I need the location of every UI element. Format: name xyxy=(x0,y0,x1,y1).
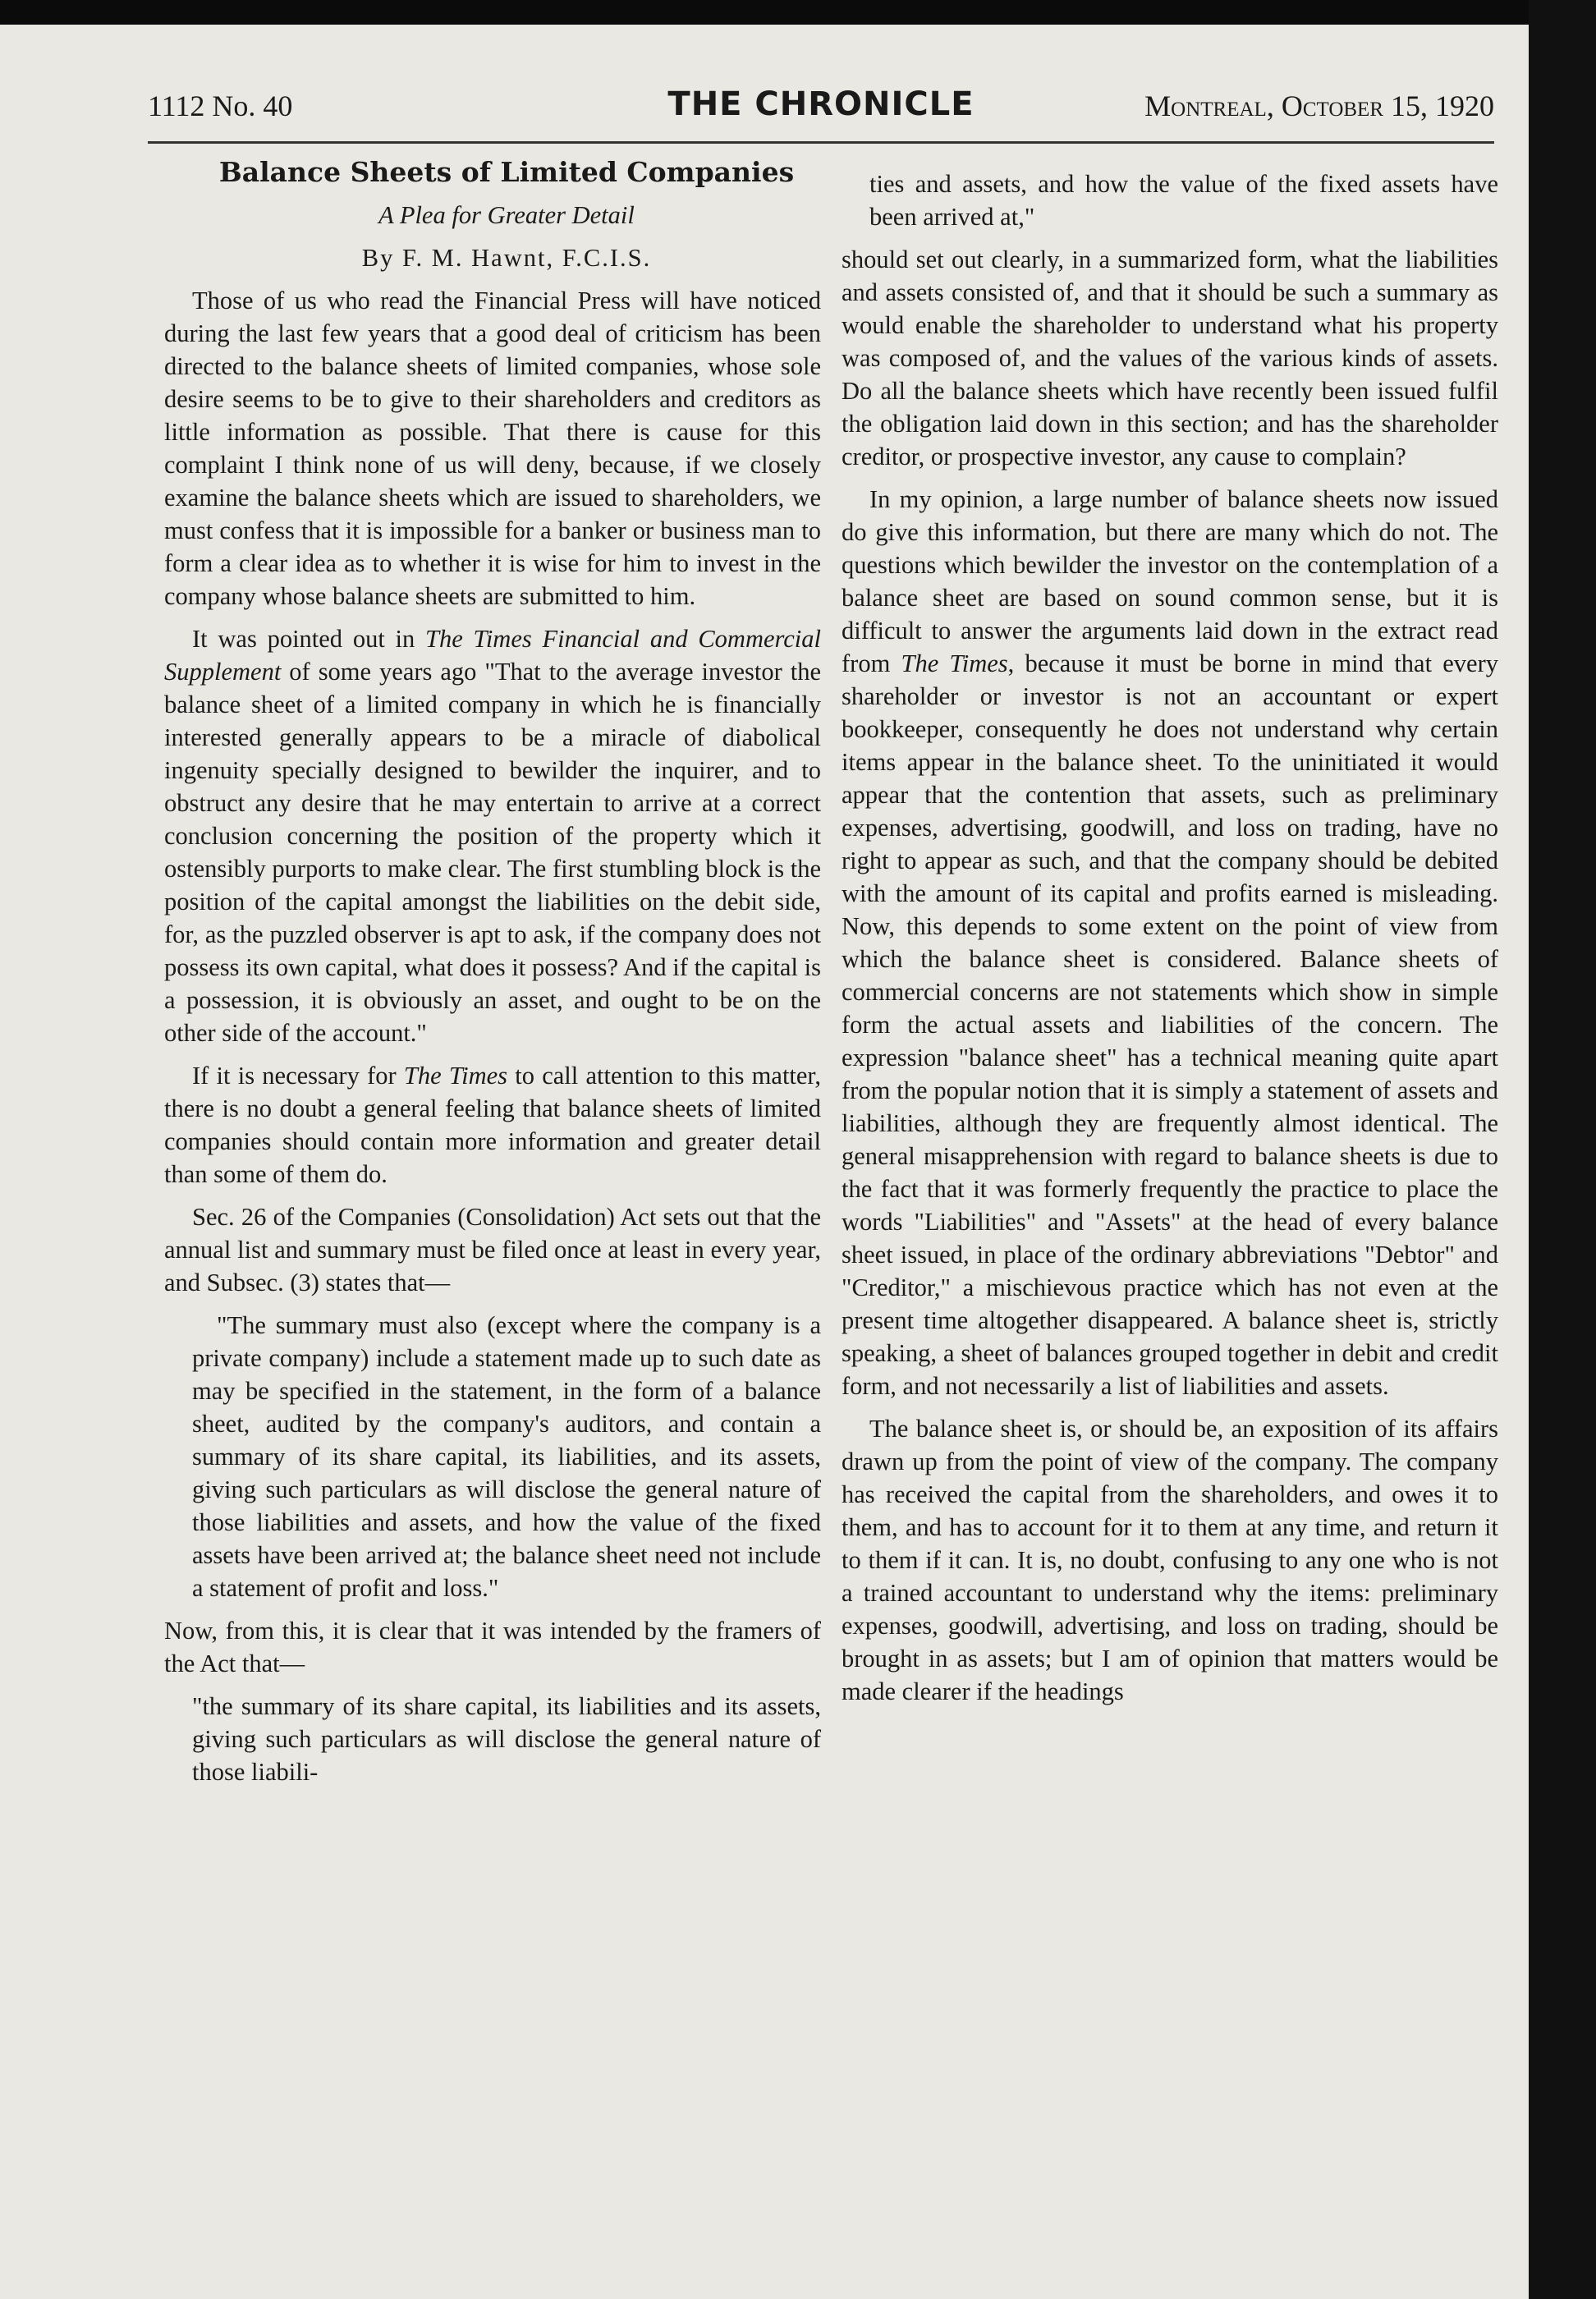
quoted-paragraph: "the summary of its share capital, its liabilities and its assets, giving such particulars as will disclose the general nature of those liabili- xyxy=(192,1692,821,1786)
paragraph: Now, from this, it is clear that it was intended by the framers of the Act that— xyxy=(164,1617,821,1677)
paragraph: Sec. 26 of the Companies (Consolidation) Act sets out that the annual list and summary must be filed once at least in every year, and Subsec. (3) states that— xyxy=(164,1203,821,1296)
page-number: 1112 No. 40 xyxy=(148,89,293,122)
dateline: Montreal, October 15, 1920 xyxy=(1144,89,1494,122)
paragraph: If it is necessary for The Times to call attention to this matter, there is no doubt a general feeling that balance sheets of limited companies should contain more information and greater detail than some of them do. xyxy=(164,1062,821,1188)
paragraph: In my opinion, a large number of balance sheets now issued do give this information, but there are many which do not. The questions which bewilder the investor on the contemplation of a balance sheet are based on sound common sense, but it is difficult to answer the arguments laid down in the extract read from The Times, because it must be borne in mind that every shareholder or investor is not an accountant or expert bookkeeper, consequently he does not understand why certain items appear in the balance sheet. To the uninitiated it would appear that the contention that assets, such as preliminary expenses, advertising, goodwill, and loss on trading, have no right to appear as such, and that the company should be debited with the amount of its capital and profits earned is misleading. Now, this depends to some extent on the point of view from which the balance sheet is considered. Balance sheets of commercial concerns are not statements which show in simple form the actual assets and liabilities of the concern. The expression "balance sheet" has a technical meaning quite apart from the popular notion that it is simply a statement of assets and liabilities, although they are frequently almost identical. The general misapprehension with regard to balance sheets is due to the fact that it was formerly frequently the practice to place the words "Liabilities" and "Assets" at the head of every balance sheet issued, in place of the ordinary abbreviations "Debtor" and "Creditor," a mischievous practice which has not even at the present time altogether disappeared. A balance sheet is, strictly speaking, a sheet of balances grouped together in debit and credit form, and not necessarily a list of liabilities and assets. xyxy=(842,485,1498,1400)
newspaper-page xyxy=(0,25,1529,2299)
quoted-paragraph: "The summary must also (except where the company is a private company) include a statement made up to such date as may be specified in the statement, in the form of a balance sheet, audited by the company's auditors, and contain a summary of its share capital, its liabilities, and its assets, giving such particulars as will disclose the general nature of those liabilities and assets, and how the value of the fixed assets have been arrived at; the balance sheet need not include a statement of profit and loss." xyxy=(192,1311,821,1602)
page-header xyxy=(148,85,1494,138)
column-right xyxy=(842,156,1498,1718)
paragraph: It was pointed out in The Times Financial and Commercial Supplement of some years ago "That to the average investor the balance sheet of a limited company in which he is financially interested generally appears to be a miracle of diabolical ingenuity specially designed to bewilder the inquirer, and to obstruct any desire that he may entertain to arrive at a correct conclusion concerning the position of the property which it ostensibly purports to make clear. The first stumbling block is the position of the capital amongst the liabilities on the debit side, for, as the puzzled observer is apt to ask, if the company does not possess its own capital, what does it possess? And if the capital is a possession, it is obviously an asset, and ought to be on the other side of the account." xyxy=(164,625,821,1047)
paragraph: The balance sheet is, or should be, an exposition of its affairs drawn up from the point of view of the company. The company has received the capital from the shareholders, and owes it to them, and has to account for it to them at any time, and return it to them if it can. It is, no doubt, confusing to any one who is not a trained accountant to understand why the items: preliminary expenses, goodwill, advertising, and loss on trading, should be brought in as assets; but I am of opinion that matters would be made clearer if the headings xyxy=(842,1415,1498,1705)
article-byline: By F. M. Hawnt, F.C.I.S. xyxy=(361,244,652,272)
scan-edge xyxy=(1529,0,1596,2299)
quoted-paragraph: ties and assets, and how the value of the fixed assets have been arrived at," xyxy=(869,170,1498,231)
article-title: Balance Sheets of Limited Companies xyxy=(218,156,795,188)
article-subtitle: A Plea for Greater Detail xyxy=(378,201,635,229)
column-left xyxy=(164,156,821,1798)
paragraph: should set out clearly, in a summarized form, what the liabilities and assets consisted of, and that it should be such a summary as would enable the shareholder to understand what his property was composed of, and the values of the various kinds of assets. Do all the balance sheets which have recently been issued fulfil the obligation laid down in this section; and has the shareholder creditor, or prospective investor, any cause to complain? xyxy=(842,246,1498,470)
masthead: THE CHRONICLE xyxy=(667,85,975,123)
header-rule xyxy=(148,141,1494,144)
paragraph: Those of us who read the Financial Press will have noticed during the last few years that a good deal of criticism has been directed to the balance sheets of limited companies, whose sole desire seems to be to give to their shareholders and creditors as little information as possible. That there is cause for this complaint I think none of us will deny, because, if we closely examine the balance sheets which are issued to shareholders, we must confess that it is impossible for a banker or business man to form a clear idea as to whether it is wise for him to invest in the company whose balance sheets are submitted to him. xyxy=(164,287,821,610)
